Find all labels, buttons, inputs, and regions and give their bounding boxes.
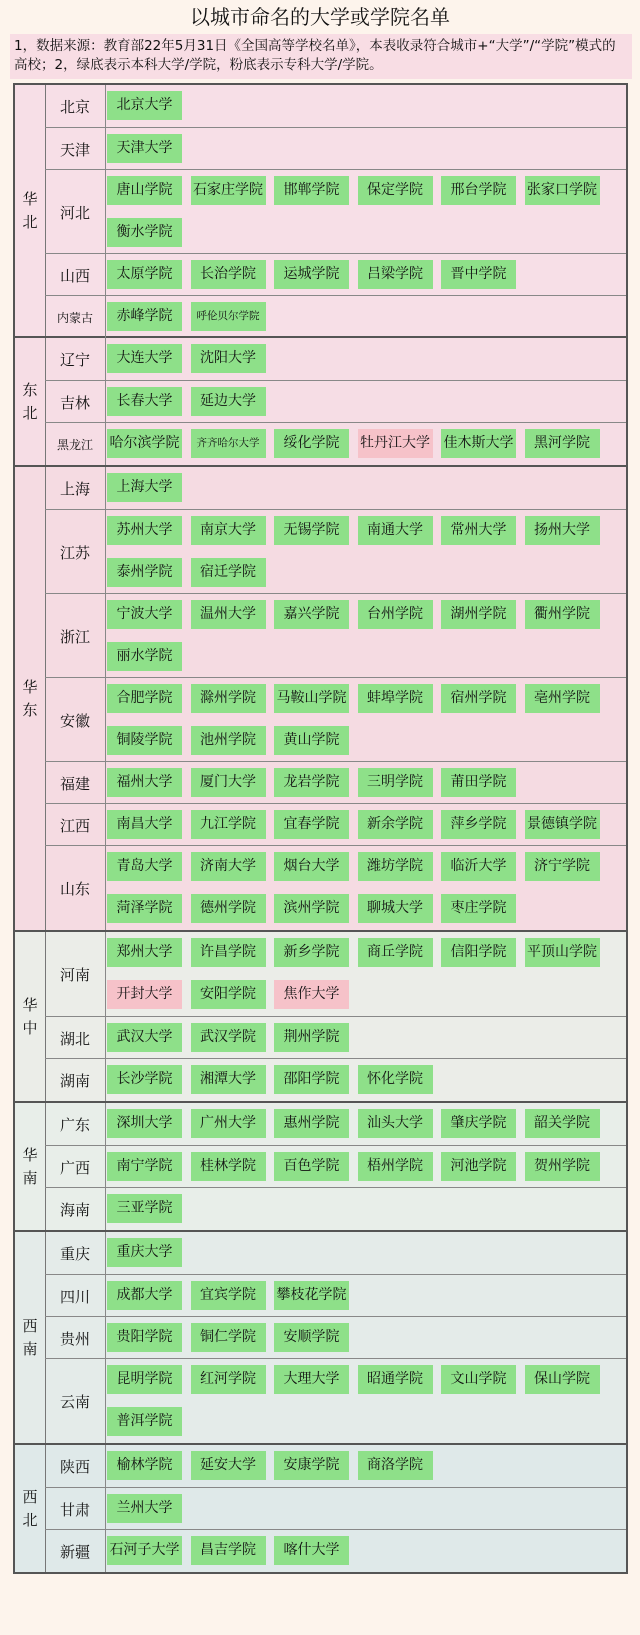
region-block: [13, 1445, 628, 1574]
school-cell: 攀枝花学院: [274, 1281, 349, 1310]
school-cell: 安顺学院: [274, 1323, 349, 1352]
school-cell: 武汉学院: [191, 1023, 266, 1052]
school-cell: 贺州学院: [525, 1152, 600, 1181]
school-cell: 太原学院: [107, 260, 182, 289]
school-cell: 泰州学院: [107, 558, 182, 587]
school-cell: 池州学院: [191, 726, 266, 755]
school-cell: 昭通学院: [358, 1365, 433, 1394]
region-name: 华东: [22, 677, 38, 719]
school-cell: 呼伦贝尔学院: [191, 302, 266, 331]
province-row: [45, 1529, 626, 1572]
province-row: [45, 1145, 626, 1188]
province-row: [45, 1445, 626, 1487]
school-cell: 北京大学: [107, 91, 182, 120]
university-table: [13, 83, 628, 1628]
school-cell: 晋中学院: [441, 260, 516, 289]
region-block: [13, 338, 628, 467]
province-name: 贵州: [45, 1317, 106, 1359]
school-cell: 南昌大学: [107, 810, 182, 839]
province-name: 黑龙江: [45, 423, 106, 465]
province-row: [45, 1274, 626, 1317]
school-cell: 成都大学: [107, 1281, 182, 1310]
school-cell: 德州学院: [191, 894, 266, 923]
school-cell: 张家口学院: [525, 176, 600, 205]
province-name: 云南: [45, 1359, 106, 1443]
school-cell: 商洛学院: [358, 1451, 433, 1480]
school-cell: 福州大学: [107, 768, 182, 797]
school-cell: 赤峰学院: [107, 302, 182, 331]
region-block: [13, 83, 628, 338]
school-cell: 黄山学院: [274, 726, 349, 755]
province-row: [45, 1232, 626, 1274]
school-cell: 济宁学院: [525, 852, 600, 881]
province-name: 山东: [45, 846, 106, 930]
school-cell: 济南大学: [191, 852, 266, 881]
school-cell: 惠州学院: [274, 1109, 349, 1138]
province-name: 湖南: [45, 1059, 106, 1101]
province-name: 江西: [45, 804, 106, 846]
school-cell: 临沂大学: [441, 852, 516, 881]
province-name: 海南: [45, 1188, 106, 1230]
school-cell: 齐齐哈尔大学: [191, 429, 266, 458]
province-name: 湖北: [45, 1017, 106, 1059]
province-row: [45, 593, 626, 678]
province-row: [45, 677, 626, 762]
school-cell: 保山学院: [525, 1365, 600, 1394]
school-cell: 潍坊学院: [358, 852, 433, 881]
school-cell: 台州学院: [358, 600, 433, 629]
province-row: [45, 127, 626, 170]
school-cell: 绥化学院: [274, 429, 349, 458]
school-cell: 湖州学院: [441, 600, 516, 629]
school-cell: 广州大学: [191, 1109, 266, 1138]
province-name: 内蒙古: [45, 296, 106, 338]
school-cell: 丽水学院: [107, 642, 182, 671]
school-cell: 大连大学: [107, 344, 182, 373]
school-cell: 滁州学院: [191, 684, 266, 713]
province-row: [45, 1487, 626, 1530]
school-cell: 宿州学院: [441, 684, 516, 713]
province-row: [45, 422, 626, 465]
region-name: 华北: [22, 189, 38, 231]
region-name: 西南: [22, 1316, 38, 1358]
school-cell: 黑河学院: [525, 429, 600, 458]
province-name: 山西: [45, 254, 106, 296]
school-cell: 红河学院: [191, 1365, 266, 1394]
school-cell: 南通大学: [358, 516, 433, 545]
province-name: 江苏: [45, 510, 106, 594]
school-cell: 喀什大学: [274, 1536, 349, 1565]
region-label: [15, 467, 46, 930]
school-cell: 安康学院: [274, 1451, 349, 1480]
region-name: 华南: [22, 1145, 38, 1187]
province-name: 上海: [45, 467, 106, 509]
school-cell: 邵阳学院: [274, 1065, 349, 1094]
province-row: [45, 761, 626, 804]
school-cell: 聊城大学: [358, 894, 433, 923]
region-label: [15, 85, 46, 336]
province-row: [45, 932, 626, 1016]
school-cell: 石河子大学: [107, 1536, 182, 1565]
school-cell: 衡水学院: [107, 218, 182, 247]
school-cell: 上海大学: [107, 473, 182, 502]
school-cell: 嘉兴学院: [274, 600, 349, 629]
province-name: 河北: [45, 170, 106, 254]
school-cell: 莆田学院: [441, 768, 516, 797]
school-cell: 扬州大学: [525, 516, 600, 545]
province-name: 河南: [45, 932, 106, 1016]
region-block: [13, 932, 628, 1103]
school-cell: 宜春学院: [274, 810, 349, 839]
school-cell: 焦作大学: [274, 980, 349, 1009]
school-cell: 厦门大学: [191, 768, 266, 797]
school-cell: 深圳大学: [107, 1109, 182, 1138]
school-cell: 宿迁学院: [191, 558, 266, 587]
province-name: 北京: [45, 85, 106, 127]
province-row: [45, 338, 626, 380]
school-cell: 九江学院: [191, 810, 266, 839]
school-cell: 石家庄学院: [191, 176, 266, 205]
province-row: [45, 380, 626, 423]
province-row: [45, 1103, 626, 1145]
school-cell: 梧州学院: [358, 1152, 433, 1181]
province-row: [45, 295, 626, 338]
school-cell: 兰州大学: [107, 1494, 182, 1523]
school-cell: 合肥学院: [107, 684, 182, 713]
school-cell: 景德镇学院: [525, 810, 600, 839]
school-cell: 蚌埠学院: [358, 684, 433, 713]
region-block: [13, 1232, 628, 1445]
school-cell: 青岛大学: [107, 852, 182, 881]
province-name: 四川: [45, 1275, 106, 1317]
school-cell: 常州大学: [441, 516, 516, 545]
school-cell: 昆明学院: [107, 1365, 182, 1394]
school-cell: 温州大学: [191, 600, 266, 629]
school-cell: 湘潭大学: [191, 1065, 266, 1094]
region-name: 华中: [22, 995, 38, 1037]
school-cell: 商丘学院: [358, 938, 433, 967]
province-row: [45, 169, 626, 254]
province-row: [45, 85, 626, 127]
region-name: 东北: [22, 380, 38, 422]
school-cell: 三明学院: [358, 768, 433, 797]
school-cell: 菏泽学院: [107, 894, 182, 923]
region-label: [15, 338, 46, 465]
school-cell: 新余学院: [358, 810, 433, 839]
province-row: [45, 845, 626, 930]
school-cell: 马鞍山学院: [274, 684, 349, 713]
school-cell: 沈阳大学: [191, 344, 266, 373]
province-name: 浙江: [45, 594, 106, 678]
school-cell: 宜宾学院: [191, 1281, 266, 1310]
province-name: 广东: [45, 1103, 106, 1145]
province-row: [45, 1058, 626, 1101]
school-cell: 佳木斯大学: [441, 429, 516, 458]
school-cell: 普洱学院: [107, 1407, 182, 1436]
school-cell: 平顶山学院: [525, 938, 600, 967]
school-cell: 长沙学院: [107, 1065, 182, 1094]
school-cell: 萍乡学院: [441, 810, 516, 839]
school-cell: 牡丹江大学: [358, 429, 433, 458]
school-cell: 无锡学院: [274, 516, 349, 545]
school-cell: 烟台大学: [274, 852, 349, 881]
school-cell: 武汉大学: [107, 1023, 182, 1052]
page-title: 以城市命名的大学或学院名单: [190, 5, 450, 29]
province-name: 新疆: [45, 1530, 106, 1572]
school-cell: 文山学院: [441, 1365, 516, 1394]
region-label: [15, 1445, 46, 1572]
school-cell: 怀化学院: [358, 1065, 433, 1094]
province-row: [45, 253, 626, 296]
school-cell: 肇庆学院: [441, 1109, 516, 1138]
school-cell: 榆林学院: [107, 1451, 182, 1480]
school-cell: 吕梁学院: [358, 260, 433, 289]
school-cell: 哈尔滨学院: [107, 429, 182, 458]
region-label: [15, 932, 46, 1101]
region-label: [15, 1232, 46, 1443]
school-cell: 苏州大学: [107, 516, 182, 545]
province-row: [45, 1358, 626, 1443]
province-name: 陕西: [45, 1445, 106, 1487]
province-name: 辽宁: [45, 338, 106, 380]
region-block: [13, 1103, 628, 1232]
province-row: [45, 1187, 626, 1230]
school-cell: 天津大学: [107, 134, 182, 163]
school-cell: 铜仁学院: [191, 1323, 266, 1352]
school-cell: 大理大学: [274, 1365, 349, 1394]
school-cell: 铜陵学院: [107, 726, 182, 755]
province-row: [45, 1016, 626, 1059]
province-row: [45, 509, 626, 594]
school-cell: 桂林学院: [191, 1152, 266, 1181]
school-cell: 滨州学院: [274, 894, 349, 923]
province-row: [45, 467, 626, 509]
school-cell: 三亚学院: [107, 1194, 182, 1223]
school-cell: 郑州大学: [107, 938, 182, 967]
province-name: 安徽: [45, 678, 106, 762]
region-label: [15, 1103, 46, 1230]
school-cell: 衢州学院: [525, 600, 600, 629]
school-cell: 保定学院: [358, 176, 433, 205]
school-cell: 开封大学: [107, 980, 182, 1009]
school-cell: 汕头大学: [358, 1109, 433, 1138]
school-cell: 龙岩学院: [274, 768, 349, 797]
school-cell: 延安大学: [191, 1451, 266, 1480]
school-cell: 百色学院: [274, 1152, 349, 1181]
school-cell: 宁波大学: [107, 600, 182, 629]
school-cell: 许昌学院: [191, 938, 266, 967]
school-cell: 唐山学院: [107, 176, 182, 205]
school-cell: 昌吉学院: [191, 1536, 266, 1565]
school-cell: 运城学院: [274, 260, 349, 289]
school-cell: 邯郸学院: [274, 176, 349, 205]
province-name: 天津: [45, 128, 106, 170]
school-cell: 贵阳学院: [107, 1323, 182, 1352]
school-cell: 河池学院: [441, 1152, 516, 1181]
school-cell: 安阳学院: [191, 980, 266, 1009]
school-cell: 延边大学: [191, 387, 266, 416]
province-name: 吉林: [45, 381, 106, 423]
school-cell: 南京大学: [191, 516, 266, 545]
province-name: 甘肃: [45, 1488, 106, 1530]
data-source-note: 1，数据来源：教育部22年5月31日《全国高等学校名单》，本表收录符合城市+“大学”/“学院”模式的高校；2，绿底表示本科大学/学院，粉底表示专科大学/学院。: [10, 34, 632, 79]
school-cell: 韶关学院: [525, 1109, 600, 1138]
region-name: 西北: [22, 1487, 38, 1529]
school-cell: 信阳学院: [441, 938, 516, 967]
province-row: [45, 803, 626, 846]
school-cell: 邢台学院: [441, 176, 516, 205]
province-name: 福建: [45, 762, 106, 804]
school-cell: 枣庄学院: [441, 894, 516, 923]
province-name: 重庆: [45, 1232, 106, 1274]
region-block: [13, 467, 628, 932]
school-cell: 荆州学院: [274, 1023, 349, 1052]
school-cell: 长治学院: [191, 260, 266, 289]
school-cell: 亳州学院: [525, 684, 600, 713]
school-cell: 重庆大学: [107, 1238, 182, 1267]
school-cell: 长春大学: [107, 387, 182, 416]
province-row: [45, 1316, 626, 1359]
province-name: 广西: [45, 1146, 106, 1188]
school-cell: 新乡学院: [274, 938, 349, 967]
school-cell: 南宁学院: [107, 1152, 182, 1181]
